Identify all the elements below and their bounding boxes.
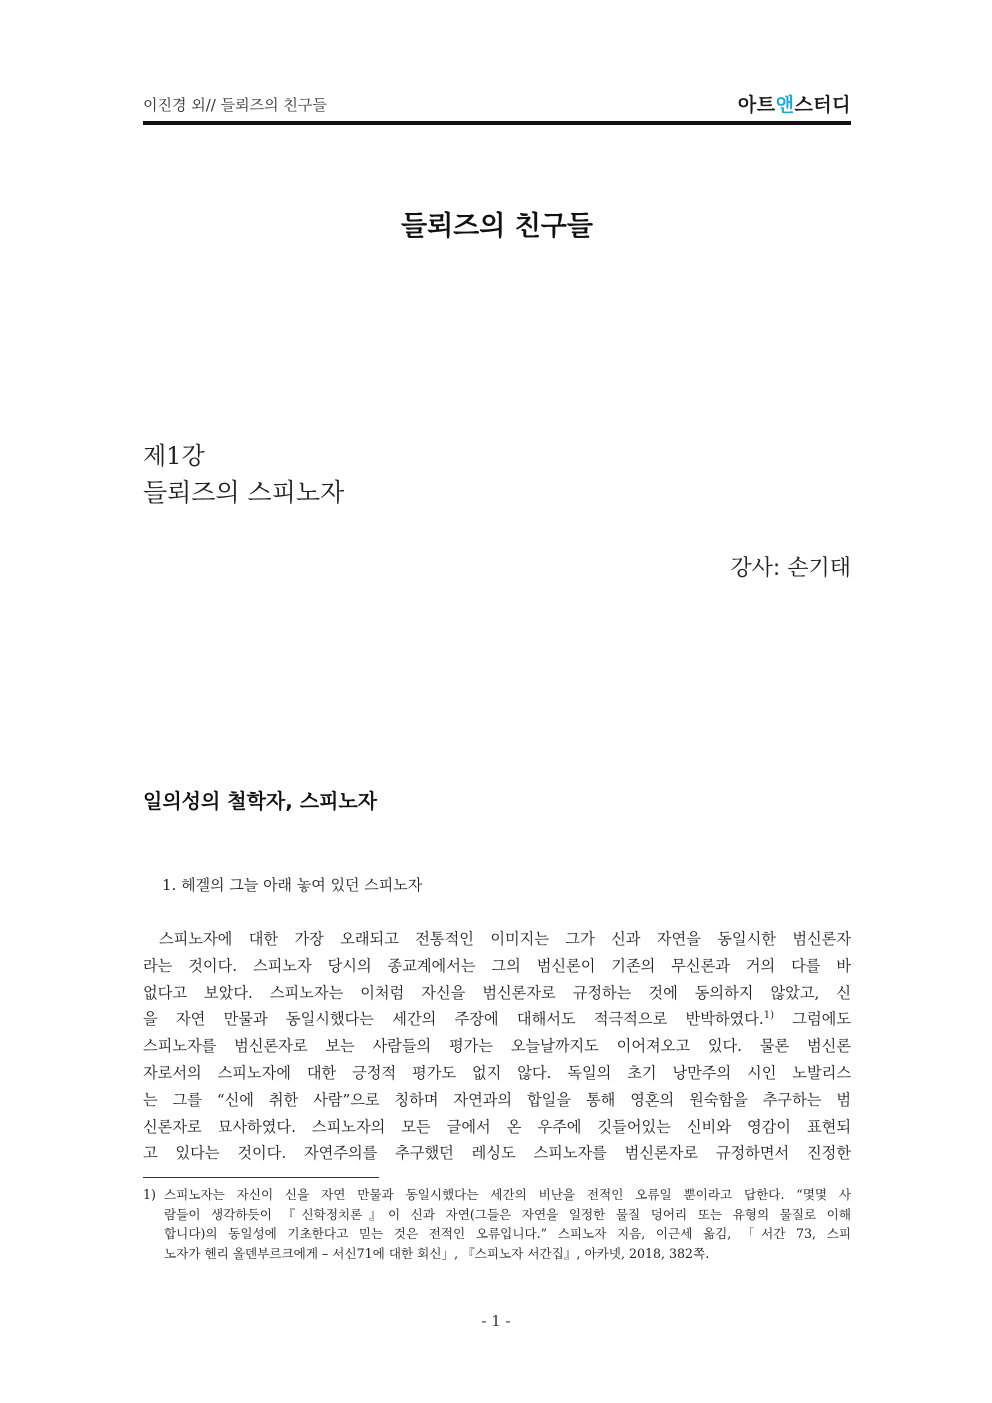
body-line: 는 그를 “신에 취한 사람”으로 칭하며 자연과의 합일을 통해 영혼의 원숙함을 추구하는 범 (143, 1090, 851, 1109)
body-line-with-footnote (143, 1006, 851, 1033)
art-and-study-logo (738, 90, 851, 117)
body-paragraph (143, 926, 851, 1167)
page-header (143, 90, 851, 120)
logo-text-part1: 아트 (737, 94, 776, 116)
footnote-body (164, 1185, 851, 1263)
logo-text-accent: 앤 (775, 94, 795, 116)
body-line-text: 을 자연 만물과 동일시했다는 세간의 주장에 대해서도 적극적으로 반박하였다. (143, 1010, 764, 1029)
footnote-divider (143, 1177, 379, 1178)
document-title: 들뢰즈의 친구들 (401, 211, 593, 242)
lecture-number: 제1강 (143, 442, 205, 470)
footnote-line: 람들이 생각하듯이 『신학정치론』이 신과 자연(그들은 자연을 일정한 물질 덩어리 또는 유형의 물질로 이해 (164, 1206, 851, 1222)
body-line: 스피노자에 대한 가장 오래되고 전통적인 이미지는 그가 신과 자연을 동일시한 범신론자 (159, 930, 851, 948)
body-line: 라는 것이다. 스피노자 당시의 종교계에서는 그의 범신론이 기존의 무신론과 거의 다를 바 (143, 956, 851, 975)
body-line-tail: 그럼에도 (774, 1010, 851, 1029)
logo-text-part3: 스터디 (794, 94, 851, 116)
footnote-line: 스피노자는 자신이 신을 자연 만물과 동일시했다는 세간의 비난을 전적인 오류일 뿐이라고 답한다. “몇몇 사 (164, 1187, 851, 1202)
header-running-title: 이진경 외// 들뢰즈의 친구들 (143, 96, 327, 114)
section-heading: 일의성의 철학자, 스피노자 (143, 789, 378, 813)
page-number: - 1 - (481, 1312, 511, 1330)
body-line: 자로서의 스피노자에 대한 긍정적 평가도 없지 않다. 독일의 초기 낭만주의 시인 노발리스 (143, 1063, 851, 1082)
body-line: 스피노자를 범신론자로 보는 사람들의 평가는 오늘날까지도 이어져오고 있다. 물론 범신론 (143, 1037, 851, 1056)
body-line: 신론자로 묘사하였다. 스피노자의 모든 글에서 온 우주에 깃들어있는 신비와 영감이 표현되 (143, 1117, 851, 1136)
lecture-title: 들뢰즈의 스피노자 (143, 478, 345, 507)
footnote-line: 합니다)의 동일성에 기초한다고 믿는 것은 전적인 오류입니다.” 스피노자 지음, 이근세 옮김, 「서간 73, 스피 (164, 1226, 851, 1241)
subsection-heading: 1. 헤겔의 그늘 아래 놓여 있던 스피노자 (162, 876, 423, 894)
footnote-number: 1) (143, 1187, 156, 1202)
header-divider (143, 121, 851, 125)
footnote-line: 노자가 헨리 올덴부르크에게 – 서신71에 대한 회신」, 『스피노자 서간집』, 아카넷, 2018, 382쪽. (164, 1245, 710, 1261)
body-line: 없다고 보았다. 스피노자는 이처럼 자신을 범신론자로 규정하는 것에 동의하지 않았고, 신 (143, 983, 851, 1002)
body-line: 고 있다는 것이다. 자연주의를 추구했던 레싱도 스피노자를 범신론자로 규정하면서 진정한 (143, 1144, 851, 1163)
footnote-reference[interactable]: 1) (763, 1010, 774, 1022)
lecturer-name: 강사: 손기태 (730, 556, 851, 581)
